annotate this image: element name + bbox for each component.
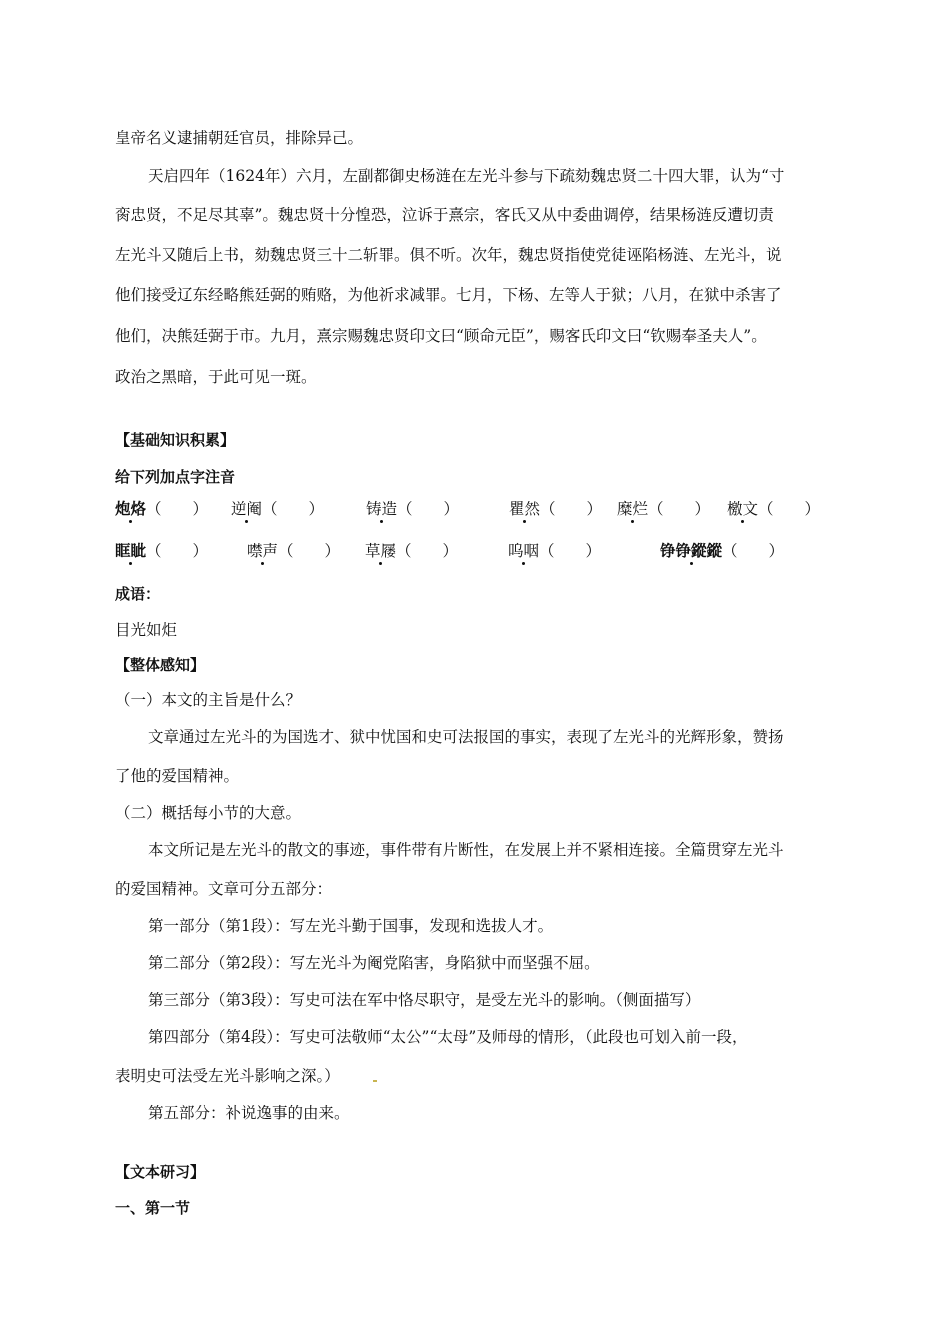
answer-blank[interactable]: （ ） <box>722 542 785 560</box>
section-1-title: 一、第一节 <box>115 1199 191 1217</box>
answer-blank[interactable]: （ ） <box>758 500 821 518</box>
pinyin-item <box>247 541 340 561</box>
idiom-label: 成语： <box>115 585 161 603</box>
answer-blank[interactable]: （ ） <box>146 500 209 518</box>
dotted-word: 瞿然 <box>509 500 541 518</box>
answer-1-line-2: 了他的爱国精神。 <box>115 767 240 785</box>
part-5: 第五部分：补说逸事的由来。 <box>148 1104 350 1122</box>
answer-2-line-2: 的爱国精神。文章可分五部分： <box>115 880 333 898</box>
answer-blank[interactable]: （ ） <box>397 500 460 518</box>
answer-blank[interactable]: （ ） <box>146 542 209 560</box>
dotted-word: 呜咽 <box>508 542 540 560</box>
pinyin-item <box>115 541 208 561</box>
part-3: 第三部分（第3段）：写史可法在军中恪尽职守，是受左光斗的影响。（侧面描写） <box>148 991 701 1009</box>
pinyin-item <box>365 541 458 561</box>
para-1-line-1: 皇帝名义逮捕朝廷官员，排除异己。 <box>115 129 364 147</box>
heading-basic-knowledge: 【基础知识积累】 <box>115 431 236 449</box>
pinyin-row-2 <box>115 541 845 563</box>
pinyin-row-1 <box>115 499 845 521</box>
question-2: （二）概括每小节的大意。 <box>115 804 302 822</box>
para-2-line-3: 左光斗又随后上书，劾魏忠贤三十二斩罪。俱不听。次年，魏忠贤指使党徒诬陷杨涟、左光斗，说 <box>115 246 782 264</box>
part-2: 第二部分（第2段）：写左光斗为阉党陷害，身陷狱中而坚强不屈。 <box>148 954 600 972</box>
heading-text-study: 【文本研习】 <box>115 1163 206 1181</box>
answer-blank[interactable]: （ ） <box>648 500 711 518</box>
question-1: （一）本文的主旨是什么？ <box>115 691 302 709</box>
pinyin-item <box>727 499 820 519</box>
part-1: 第一部分（第1段）：写左光斗勤于国事，发现和选拔人才。 <box>148 917 554 935</box>
dotted-word: 铮铮鏦鏦 <box>660 542 723 560</box>
pinyin-item <box>509 499 602 519</box>
pinyin-item <box>617 499 710 519</box>
answer-2-line-1: 本文所记是左光斗的散文的事迹，事件带有片断性，在发展上并不紧相连接。全篇贯穿左光斗 <box>148 841 784 859</box>
pinyin-item <box>115 499 208 519</box>
para-2-line-5: 他们，决熊廷弼于市。九月，熹宗赐魏忠贤印文曰“顾命元臣”，赐客氏印文曰“钦赐奉圣夫人”。 <box>115 327 767 345</box>
answer-blank[interactable]: （ ） <box>540 500 603 518</box>
dotted-word: 眶眦 <box>115 542 147 560</box>
pinyin-item <box>231 499 324 519</box>
answer-blank[interactable]: （ ） <box>396 542 459 560</box>
dotted-word: 糜烂 <box>617 500 649 518</box>
dotted-word: 檄文 <box>727 500 759 518</box>
instruction-pinyin: 给下列加点字注音 <box>115 468 236 486</box>
pinyin-item <box>508 541 601 561</box>
para-2-line-2: 脔忠贤，不足尽其辜”。魏忠贤十分惶恐，泣诉于熹宗，客氏又从中委曲调停，结果杨涟反遭切责 <box>115 206 774 224</box>
part-4-line-1: 第四部分（第4段）：写史可法敬师“太公”“太母”及师母的情形，（此段也可划入前一段， <box>148 1028 748 1046</box>
para-2-line-4: 他们接受辽东经略熊廷弼的贿赂，为他祈求减罪。七月，下杨、左等人于狱；八月，在狱中杀害了 <box>115 286 782 304</box>
dotted-word: 铸造 <box>366 500 398 518</box>
dotted-word: 噤声 <box>247 542 279 560</box>
answer-1-line-1: 文章通过左光斗的为国选才、狱中忧国和史可法报国的事实，表现了左光斗的光辉形象，赞扬 <box>148 728 784 746</box>
answer-blank[interactable]: （ ） <box>539 542 602 560</box>
dotted-word: 炮烙 <box>115 500 147 518</box>
pinyin-item <box>660 541 784 561</box>
para-2-line-1: 天启四年（1624年）六月，左副都御史杨涟在左光斗参与下疏劾魏忠贤二十四大罪，认为“寸 <box>148 167 785 185</box>
stray-mark <box>373 1080 377 1082</box>
part-4-line-2: 表明史可法受左光斗影响之深。） <box>115 1067 340 1085</box>
answer-blank[interactable]: （ ） <box>262 500 325 518</box>
answer-blank[interactable]: （ ） <box>278 542 341 560</box>
idiom-text: 目光如炬 <box>115 621 178 639</box>
dotted-word: 逆阉 <box>231 500 263 518</box>
dotted-word: 草屦 <box>365 542 397 560</box>
heading-overall: 【整体感知】 <box>115 656 206 674</box>
para-2-line-6: 政治之黑暗，于此可见一斑。 <box>115 368 317 386</box>
pinyin-item <box>366 499 459 519</box>
